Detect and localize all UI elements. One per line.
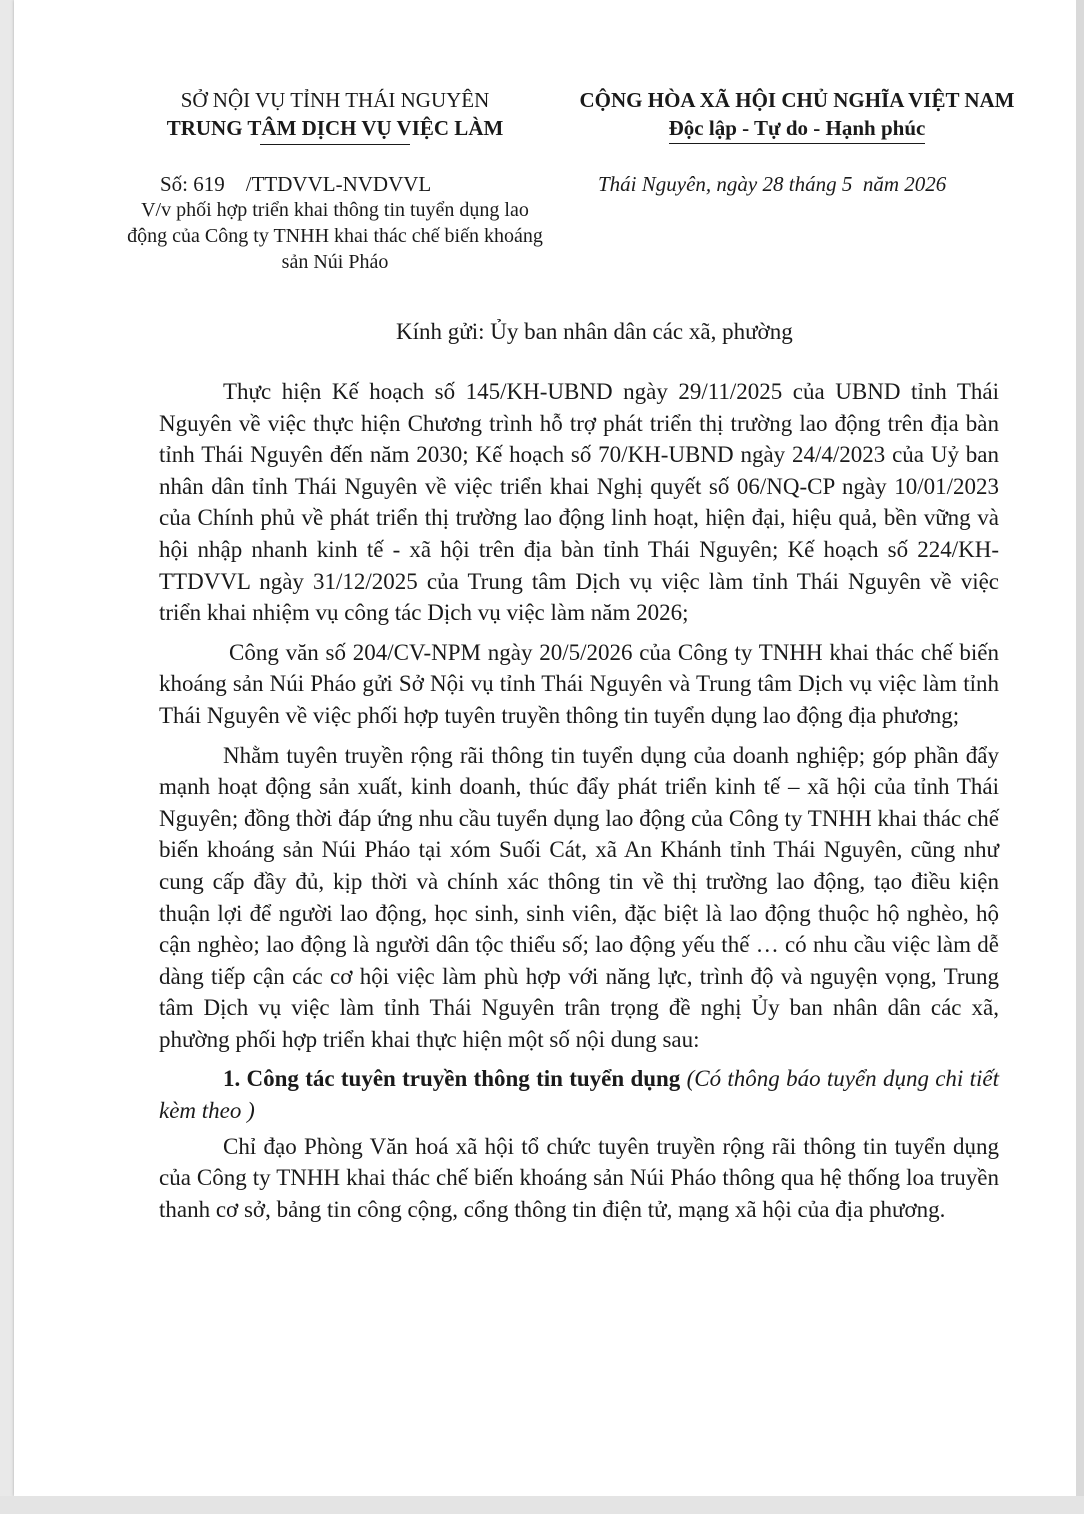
page-edge-bottom <box>0 1496 1084 1514</box>
page-edge-right <box>1076 0 1084 1514</box>
section-1-note: (Có thông báo tuyển dụng chi tiết kèm theo ) <box>159 1066 999 1124</box>
national-header-block <box>552 86 1042 144</box>
section-1-heading <box>159 1063 999 1126</box>
paragraph-legal-basis: Thực hiện Kế hoạch số 145/KH-UBND ngày 29/11/2025 của UBND tỉnh Thái Nguyên về việc thực hiện Chương trình hỗ trợ phát triển thị trường lao động trên địa bàn tỉnh Thái Nguyên đến năm 2030; Kế hoạch số 70/KH-UBND ngày 24/4/2023 của Uỷ ban nhân dân tỉnh Thái Nguyên về việc triển khai Nghị quyết số 06/NQ-CP ngày 10/01/2023 của Chính phủ về phát triển thị trường lao động linh hoạt, hiện đại, hiệu quả, bền vững và hội nhập nhanh kinh tế - xã hội trên địa bàn tỉnh Thái Nguyên; Kế hoạch số 224/KH-TTDVVL ngày 31/12/2025 của Trung tâm Dịch vụ việc làm tỉnh Thái Nguyên về việc triển khai nhiệm vụ công tác Dịch vụ việc làm năm 2026; <box>159 379 999 626</box>
national-title: CỘNG HÒA XÃ HỘI CHỦ NGHĨA VIỆT NAM <box>579 88 1015 112</box>
recipient-line: Kính gửi: Ủy ban nhân dân các xã, phường <box>396 319 793 344</box>
paragraph-purpose: Nhằm tuyên truyền rộng rãi thông tin tuyển dụng của doanh nghiệp; góp phần đẩy mạnh hoạt động sản xuất, kinh doanh, thúc đẩy phát triển kinh tế – xã hội của tỉnh Thái Nguyên; đồng thời đáp ứng nhu cầu tuyển dụng lao động của Công ty TNHH khai thác chế biến khoáng sản Núi Pháo tại xóm Suối Cát, xã An Khánh tỉnh Thái Nguyên, cũng như cung cấp đầy đủ, kịp thời và chính xác thông tin về thị trường lao động, tạo điều kiện thuận lợi để người lao động, học sinh, sinh viên, đặc biệt là lao động thuộc hộ nghèo, hộ cận nghèo; lao động là người dân tộc thiểu số; lao động yếu thế … có nhu cầu việc làm dễ dàng tiếp cận các cơ hội việc làm phù hợp với năng lực, trình độ và nguyện vọng, Trung tâm Dịch vụ việc làm tỉnh Thái Nguyên trân trọng đề nghị Ủy ban nhân dân các xã, phường phối hợp triển khai thực hiện một số nội dung sau: <box>159 742 999 1052</box>
document-number: Số: 619 /TTDVVL-NVDVVL <box>160 172 432 196</box>
place-and-date: Thái Nguyên, ngày 28 tháng 5 năm 2026 <box>598 172 947 196</box>
issuing-agency-block <box>100 86 570 145</box>
agency-name: TRUNG TÂM DỊCH VỤ VIỆC LÀM <box>166 116 504 140</box>
parent-agency: SỞ NỘI VỤ TỈNH THÁI NGUYÊN <box>180 88 490 112</box>
paragraph-company-letter: Công văn số 204/CV-NPM ngày 20/5/2026 của Công ty TNHH khai thác chế biến khoáng sản Núi Pháo gửi Sở Nội vụ tỉnh Thái Nguyên và Trung tâm Dịch vụ việc làm tỉnh Thái Nguyên về việc phối hợp tuyên truyền thông tin tuyển dụng lao động địa phương; <box>159 639 999 728</box>
national-motto: Độc lập - Tự do - Hạnh phúc <box>669 114 926 144</box>
section-1-title: 1. Công tác tuyên truyền thông tin tuyển dụng <box>223 1066 681 1092</box>
document-body <box>159 376 999 1233</box>
paragraph-section-1-content: Chỉ đạo Phòng Văn hoá xã hội tổ chức tuyên truyền rộng rãi thông tin tuyển dụng của Công ty TNHH khai thác chế biến khoáng sản Núi Pháo thông qua hệ thống loa truyền thanh cơ sở, bảng tin công cộng, cổng thông tin điện tử, mạng xã hội của địa phương. <box>159 1133 999 1222</box>
document-subject: V/v phối hợp triển khai thông tin tuyển dụng lao động của Công ty TNHH khai thác chế biến khoáng sản Núi Pháo <box>127 199 543 273</box>
agency-underline <box>260 144 410 145</box>
